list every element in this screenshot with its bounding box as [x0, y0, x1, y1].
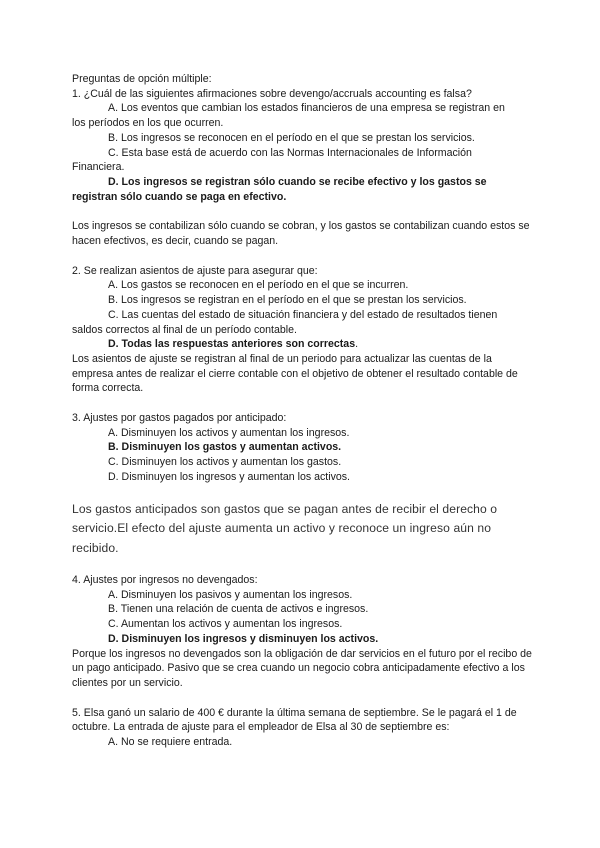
question-1-option-d: D. Los ingresos se registran sólo cuando se recibe efectivo y los gastos se [108, 175, 487, 188]
question-3-option-a: A. Disminuyen los activos y aumentan los ingresos. [108, 426, 350, 439]
question-1-explanation: Los ingresos se contabilizan sólo cuando se cobran, y los gastos se contabilizan cuando estos se hacen efectivos, es decir, cuando se pagan. [72, 220, 530, 248]
question-3-option-d: D. Disminuyen los ingresos y aumentan los activos. [108, 470, 350, 483]
question-4-option-b: B. Tienen una relación de cuenta de activos e ingresos. [108, 603, 369, 616]
question-1-option-a-cont: los períodos en los que ocurren. [72, 117, 224, 130]
question-1-stem: 1. ¿Cuál de las siguientes afirmaciones sobre devengo/accruals accounting es falsa? [72, 87, 472, 100]
question-1-option-d-cont: registran sólo cuando se paga en efectivo. [72, 190, 287, 203]
question-2-option-d-text: D. Todas las respuestas anteriores son correctas [108, 338, 356, 351]
question-2-stem: 2. Se realizan asientos de ajuste para asegurar que: [72, 264, 318, 277]
question-2-option-c: C. Las cuentas del estado de situación financiera y del estado de resultados tienen [108, 308, 498, 321]
question-5-stem: 5. Elsa ganó un salario de 400 € durante la última semana de septiembre. Se le pagará el 1 de octubre. La entrada de ajuste para el empleador de Elsa al 30 de septiembre es: [72, 706, 517, 734]
question-5-option-a: A. No se requiere entrada. [108, 736, 233, 749]
question-1-option-c: C. Esta base está de acuerdo con las Normas Internacionales de Información [108, 146, 472, 159]
question-2-option-d-period: . [355, 338, 359, 351]
question-3-explanation: Los gastos anticipados son gastos que se pagan antes de recibir el derecho o servicio.El efecto del ajuste aumenta un activo y reconoce un ingreso aún no recibido. [72, 501, 498, 555]
question-4-option-c: C. Aumentan los activos y aumentan los ingresos. [108, 618, 343, 631]
question-2-explanation: Los asientos de ajuste se registran al final de un periodo para actualizar las cuentas de la empresa antes de realizar el cierre contable con el objetivo de obtener el resultado contable de forma correcta. [72, 352, 518, 395]
question-4-explanation: Porque los ingresos no devengados son la obligación de dar servicios en el futuro por el recibo de un pago anticipado. Pasivo que se crea cuando un negocio cobra anticipadamente efectivo a los clientes por un servicio. [72, 647, 532, 689]
question-4-option-a: A. Disminuyen los pasivos y aumentan los ingresos. [108, 588, 353, 601]
question-2-option-b: B. Los ingresos se registran en el período en el que se prestan los servicios. [108, 294, 467, 307]
question-4-option-d: D. Disminuyen los ingresos y disminuyen los activos. [108, 632, 379, 645]
question-2-option-c-cont: saldos correctos al final de un período contable. [72, 323, 297, 336]
question-1-option-a: A. Los eventos que cambian los estados financieros de una empresa se registran en [108, 102, 505, 115]
question-3-option-c: C. Disminuyen los activos y aumentan los gastos. [108, 456, 342, 469]
document-page [72, 72, 534, 750]
question-2-option-a: A. Los gastos se reconocen en el período en el que se incurren. [108, 279, 409, 292]
question-1-option-c-cont: Financiera. [72, 161, 125, 174]
question-3-stem: 3. Ajustes por gastos pagados por anticipado: [72, 412, 287, 425]
question-4-stem: 4. Ajustes por ingresos no devengados: [72, 574, 258, 587]
section-heading: Preguntas de opción múltiple: [72, 73, 212, 85]
question-1-option-b: B. Los ingresos se reconocen en el período en el que se prestan los servicios. [108, 131, 475, 144]
question-3-option-b: B. Disminuyen los gastos y aumentan activos. [108, 441, 342, 454]
question-2-option-d [72, 337, 534, 352]
